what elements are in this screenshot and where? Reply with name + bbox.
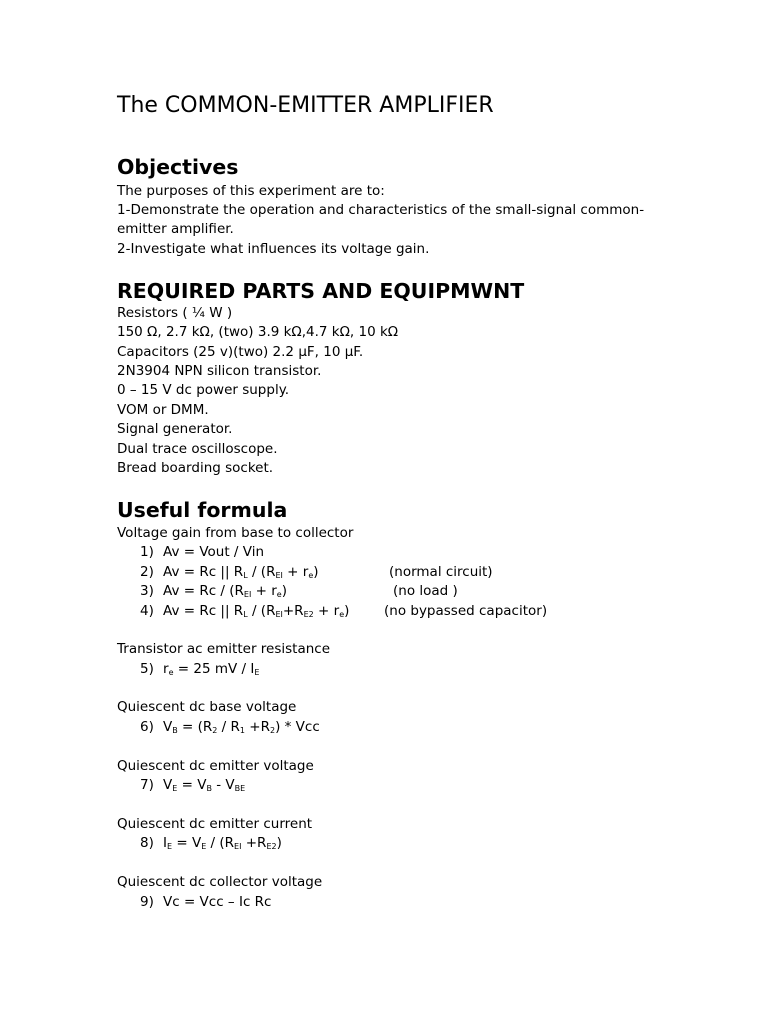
parts-line: Capacitors (25 v)(two) 2.2 µF, 10 µF.: [117, 344, 364, 360]
ve-intro: Quiescent dc emitter voltage: [117, 758, 314, 774]
formula-7: $V_E = V_B - V_{BE}$: [163, 777, 246, 793]
ie-intro: Quiescent dc emitter current: [117, 816, 313, 832]
formula-number: 5): [140, 661, 154, 677]
formula-number: 8): [140, 835, 154, 851]
formula-4-note: (no bypassed capacitor): [384, 603, 548, 619]
formula-2-note: (normal circuit): [389, 564, 493, 580]
parts-heading: REQUIRED PARTS AND EQUIPMWNT: [117, 279, 525, 303]
parts-line: 150 Ω, 2.7 kΩ, (two) 3.9 kΩ,4.7 kΩ, 10 kΩ: [117, 324, 399, 340]
parts-line: Bread boarding socket.: [117, 460, 274, 476]
parts-line: Resistors ( ¼ W ): [117, 305, 233, 321]
formula-9: Vc = Vcc – Ic Rc: [163, 894, 272, 910]
formula-1: Av = Vout / Vin: [163, 544, 264, 560]
vb-intro: Quiescent dc base voltage: [117, 699, 297, 715]
formula-number: 7): [140, 777, 154, 793]
objectives-line: The purposes of this experiment are to:: [117, 183, 385, 199]
formula-number: 1): [140, 544, 154, 560]
formula-8: $I_E = V_E / (R_{EI} +R_{E2})$: [163, 835, 282, 851]
formula-3-note: (no load ): [393, 583, 458, 599]
formula-heading: Useful formula: [117, 498, 288, 522]
parts-line: 0 – 15 V dc power supply.: [117, 382, 290, 398]
formula-number: 9): [140, 894, 154, 910]
objectives-line: emitter amplifier.: [117, 221, 234, 237]
formula-5: $r_e = 25$ mV / $I_E$: [163, 661, 260, 677]
formula-4: Av = Rc || $R_L / (R_{EI}+R_{E2} + r_e)$: [163, 603, 350, 619]
formula-number: 2): [140, 564, 154, 580]
objectives-heading: Objectives: [117, 155, 239, 179]
parts-line: Signal generator.: [117, 421, 233, 437]
formula-number: 3): [140, 583, 154, 599]
objectives-line: 2-Investigate what influences its voltage gain.: [117, 241, 430, 257]
formula-2: Av = Rc || $R_L / (R_{EI} + r_e)$: [163, 564, 319, 580]
formula-number: 4): [140, 603, 154, 619]
objectives-line: 1-Demonstrate the operation and characteristics of the small-signal common-: [117, 202, 645, 218]
vc-intro: Quiescent dc collector voltage: [117, 874, 323, 890]
document-title: The COMMON-EMITTER AMPLIFIER: [117, 93, 494, 118]
re-intro: Transistor ac emitter resistance: [117, 641, 331, 657]
parts-line: Dual trace oscilloscope.: [117, 441, 278, 457]
gain-intro: Voltage gain from base to collector: [117, 525, 354, 541]
parts-line: 2N3904 NPN silicon transistor.: [117, 363, 322, 379]
formula-3: $Av = Rc / (R_{EI} + r_e)$: [163, 583, 287, 599]
formula-number: 6): [140, 719, 154, 735]
parts-line: VOM or DMM.: [117, 402, 209, 418]
formula-6: $V_B = (R_2 / R_1 +R_2)$ * Vcc: [163, 719, 320, 735]
